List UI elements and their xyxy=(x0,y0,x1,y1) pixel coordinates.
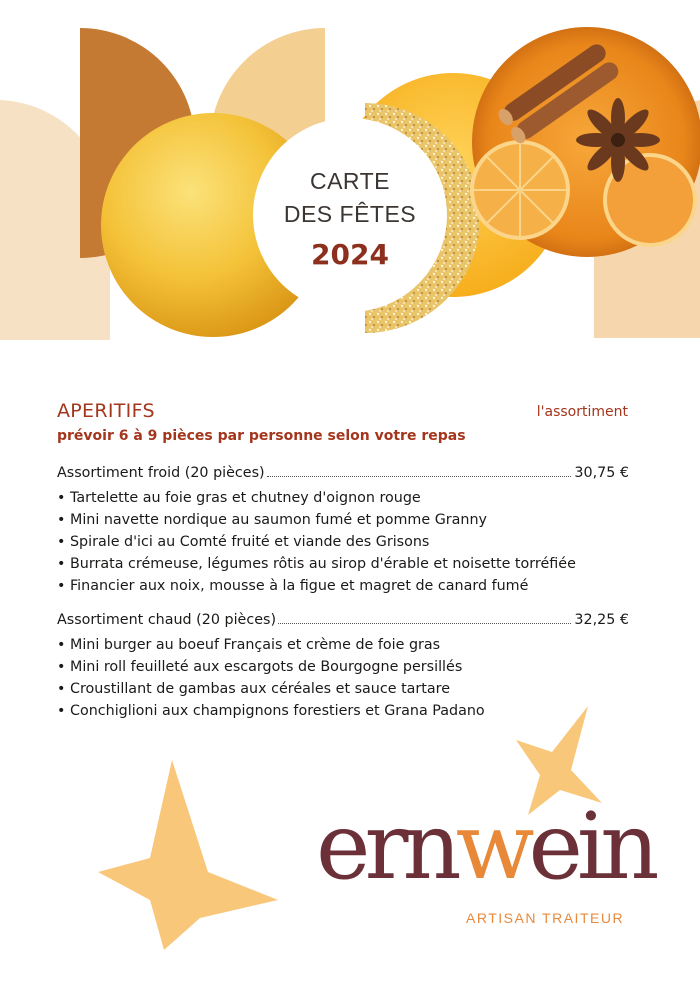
list-item: • Mini roll feuilleté aux escargots de Bourgogne persillés xyxy=(57,659,463,675)
list-item: • Mini navette nordique au saumon fumé et pomme Granny xyxy=(57,512,487,528)
menu-group-header xyxy=(57,465,629,487)
brand-logo xyxy=(316,793,654,940)
list-item: • Conchiglioni aux champignons forestiers et Grana Padano xyxy=(57,703,485,719)
dot-leader xyxy=(278,623,571,624)
list-item: • Croustillant de gambas aux céréales et sauce tartare xyxy=(57,681,451,697)
section-note: prévoir 6 à 9 pièces par personne selon votre repas xyxy=(57,428,466,444)
title-year: 2024 xyxy=(311,238,389,271)
title-line-1: CARTE xyxy=(309,168,391,194)
list-item: • Financier aux noix, mousse à la figue et magret de canard fumé xyxy=(57,578,529,594)
logo-subtitle: ARTISAN TRAITEUR xyxy=(466,910,625,926)
logo-word-part-2: w xyxy=(455,793,529,900)
menu-group-header xyxy=(57,612,629,634)
logo-word-part-3: ein xyxy=(528,793,654,900)
logo-wordmark xyxy=(316,792,654,902)
dot-leader xyxy=(267,476,572,477)
page-title xyxy=(270,165,430,277)
list-item: • Burrata crémeuse, légumes rôtis au sirop d'érable et noisette torréfiée xyxy=(57,556,576,572)
price-unit-label: l'assortiment xyxy=(536,404,628,420)
section-title: APERITIFS xyxy=(57,400,155,422)
menu-group-price: 30,75 € xyxy=(574,465,629,481)
title-line-2: DES FÊTES xyxy=(283,201,417,227)
menu-group-price: 32,25 € xyxy=(574,612,629,628)
menu-group-name: Assortiment froid (20 pièces) xyxy=(57,465,265,481)
list-item: • Mini burger au boeuf Français et crème de foie gras xyxy=(57,637,441,653)
list-item: • Spirale d'ici au Comté fruité et viande des Grisons xyxy=(57,534,430,550)
citrus-cinnamon-disc xyxy=(472,27,700,257)
menu-group-cold xyxy=(57,465,629,597)
large-star-icon xyxy=(98,760,278,950)
list-item: • Tartelette au foie gras et chutney d'oignon rouge xyxy=(57,490,421,506)
menu-group-name: Assortiment chaud (20 pièces) xyxy=(57,612,277,628)
logo-word-part-1: ern xyxy=(316,793,456,900)
